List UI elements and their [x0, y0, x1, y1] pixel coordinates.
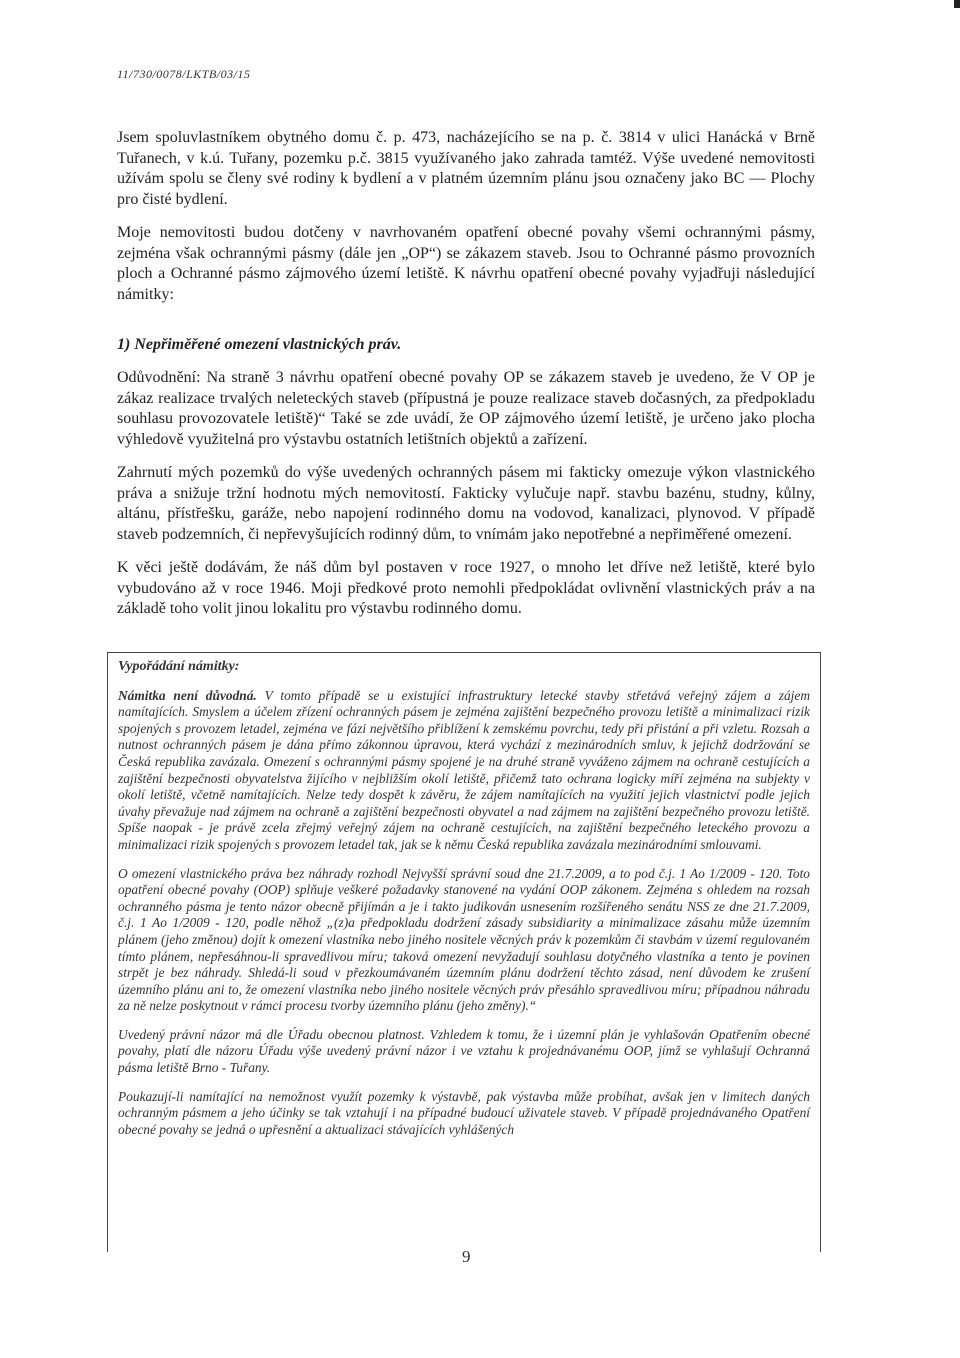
paragraph-restriction: Zahrnutí mých pozemků do výše uvedených ochranných pásem mi fakticky omezuje výkon vlastnického práva a snižuje tržní hodnotu mých nemovitostí. Fakticky vylučuje např. stavbu bazénu, studny, kůlny, altánu, přístřešku, garáže, nebo napojení rodinného domu na vodovod, kanalizaci, plynovod. V případě staveb podzemních, či nepřevyšujících rodinný dům, to vnímám jako nepotřebné a nepřiměřené omezení.	[117, 464, 815, 543]
resolution-box	[107, 652, 821, 1252]
paragraph-protection-zones: Moje nemovitosti budou dotčeny v navrhovaném opatření obecné povahy všemi ochrannými pásmy, zejména však ochrannými pásmy (dále jen „OP“) se zákazem staveb. Jsou to Ochranné pásmo provozních ploch a Ochranné pásmo zájmového území letiště. K návrhu opatření obecné povahy vyjadřuji následující námitky:	[117, 224, 815, 303]
resolution-paragraph-validity: Uvedený právní názor má dle Úřadu obecnou platnost. Vzhledem k tomu, že i územní plán je vyhlašován Opatřením obecné povahy, platí dle názoru Úřadu výše uvedený právní názor i ve vztahu k projednávanému OOP, jímž se vyhlašují Ochranná pásma letiště Brno - Tuřany.	[118, 1026, 810, 1076]
paragraph-justification: Odůvodnění: Na straně 3 návrhu opatření obecné povahy OP se zákazem staveb je uvedeno, že V OP je zákaz realizace trvalých neleteckých staveb (přípustná je pouze realizace staveb dočasných, za předpokladu souhlasu provozovatele letiště)“ Také se zde uvádí, že OP zájmového území letiště, je určeno jako plocha výhledově využitelná pro výstavbu ostatních letištních objektů a zařízení.	[117, 369, 815, 448]
paragraph-ownership: Jsem spoluvlastníkem obytného domu č. p. 473, nacházejícího se na p. č. 3814 v ulici Hanácká v Brně Tuřanech, v k.ú. Tuřany, pozemku p.č. 3815 využívaného jako zahrada tamtéž. Výše uvedené nemovitosti užívám spolu se členy své rodiny k bydlení a v platném územním plánu jsou označeny jako BC — Plochy pro čisté bydlení.	[117, 129, 815, 208]
intro-section	[117, 128, 815, 318]
page-number: 9	[462, 1247, 471, 1266]
objection-section	[117, 368, 815, 633]
resolution-paragraph-text: V tomto případě se u existující infrastruktury letecké stavby střetává veřejný zájem a zájem namítajících. Smyslem a účelem zřízení ochranných pásem je zejména zajištění bezpečného provozu letiště a minimalizaci rizik spojených s provozem letadel, zejména ve fázi největšího přiblížení k zemskému povrchu, tedy při přistání a při vzletu. Rozsah a nutnost ochranných pásem je dána přímo zákonnou úpravou, která vychází z mezinárodních smluv, k jejichž dodržování se Česká republika zavázala. Omezení s ochrannými pásmy spojené je na druhé straně vyváženo zájmem na ochraně cestujících a zajištění bezpečnosti obyvatelstva žijícího v nejbližším okolí letiště, přičemž tato ochrana logicky míří zejména na subjekty v okolí letiště, včetně namítajících. Nelze tedy dospět k závěru, že zájem namítajících na využití jejich vlastnictví podle jejich úvahy převažuje nad zájmem na ochraně a zajištění bezpečnosti obyvatel a nad zájmem na zajištění bezpečného provozu letiště. Spíše naopak - je právě zcela zřejmý veřejný zájem na ochraně cestujících, na zajištění bezpečného leteckého provozu a minimalizaci rizik spojených s provozem letadel tak, jak se k němu Česká republika zavázala mezinárodními smlouvami.	[118, 687, 810, 852]
paragraph-history: K věci ještě dodávám, že náš dům byl postaven v roce 1927, o mnoho let dříve než letiště, které bylo vybudováno až v roce 1946. Moji předkové proto nemohli předpokládat ovlivnění vlastnických práv a na základě toho volit jinou lokalitu pro výstavbu rodinného domu.	[117, 559, 815, 617]
scan-edge-mark	[954, 0, 960, 8]
resolution-paragraph-construction: Poukazují-li namítající na nemožnost využít pozemky k výstavbě, pak výstavba může probíhat, avšak jen v limitech daných ochranným pásmem a jeho účinky se tak vztahují i na případné budoucí uživatele staveb. V případě projednávaného Opatření obecné povahy se jedná o upřesnění a aktualizaci stávajících vyhlášených	[118, 1088, 810, 1137]
resolution-paragraph-court: O omezení vlastnického práva bez náhrady rozhodl Nejvyšší správní soud dne 21.7.2009, a to pod č.j. 1 Ao 1/2009 - 120. Toto opatření obecné povahy (OOP) splňuje veškeré požadavky stanovené na vydání OOP zákonem. Zejména s ohledem na rozsah ochranného pásma je tento názor obecně přijímán a je i takto judikován usnesením rozšířeného senátu NSS ze dne 21.7.2009, č.j. 1 Ao 1/2009 - 120, podle něhož „(z)a předpokladu dodržení zásady subsidiarity a minimalizace zásahu může územním plánem (jeho změnou) dojít k omezení vlastníka nebo jiného nositele věcných práv k pozemkům či stavbám v území regulovaném tímto plánem, nepřesáhnou-li spravedlivou míru; taková omezení nevyžadují souhlasu dotyčného vlastníka a tento je povinen strpět je bez náhrady. Shledá-li soud v přezkoumávaném územním plánu dodržení těchto zásad, není důvodem ke zrušení územního plánu ani to, že omezení vlastníka nebo jiného nositele věcných práv přesáhlo spravedlivou míru; případnou náhradu za ně nelze poskytnout v rámci procesu tvorby územního plánu (jeho změny).“	[118, 865, 810, 1014]
objection-heading: 1) Nepřiměřené omezení vlastnických práv.	[117, 336, 402, 353]
document-reference: 11/730/0078/LKTB/03/15	[117, 67, 251, 81]
resolution-title: Vypořádání námitky:	[118, 659, 240, 674]
resolution-paragraph	[118, 688, 810, 854]
resolution-verdict: Námitka není důvodná.	[118, 687, 257, 703]
